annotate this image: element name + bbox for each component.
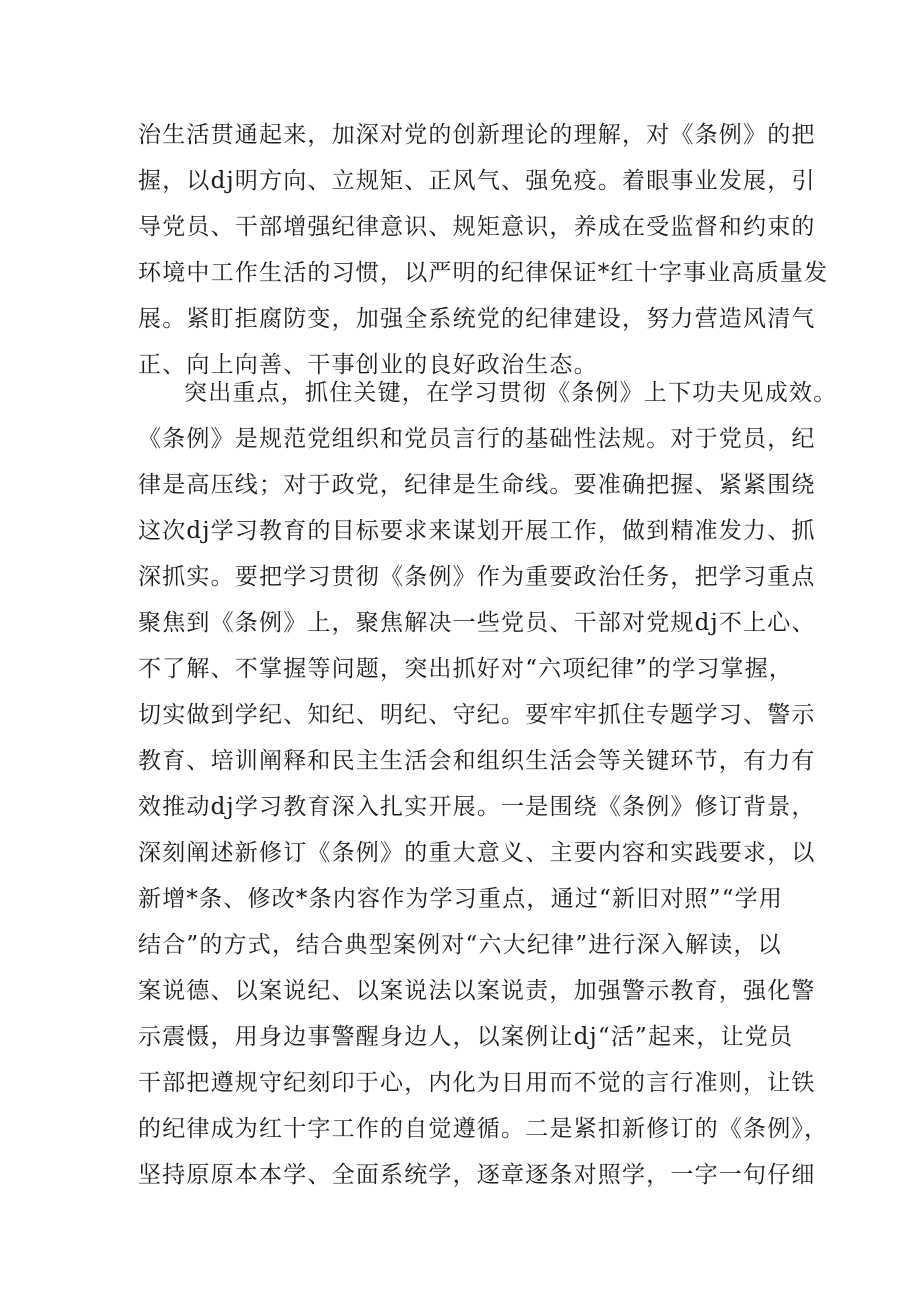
- text-line: 环境中工作生活的习惯，以严明的纪律保证*红十字事业高质量发: [138, 260, 829, 286]
- text-line: 正、向上向善、干事创业的良好政治生态。: [138, 352, 598, 378]
- text-line: 《条例》是规范党组织和党员言行的基础性法规。对于党员，纪: [138, 426, 816, 452]
- text-line: 干部把遵规守纪刻印于心，内化为日用而不觉的言行准则，让铁: [138, 1070, 816, 1096]
- text-line: 聚焦到《条例》上，聚焦解决一些党员、干部对党规dj不上心、: [138, 610, 816, 636]
- text-line: 新增*条、修改*条内容作为学习重点，通过“新旧对照”“学用: [138, 886, 784, 912]
- text-line: 教育、培训阐释和民主生活会和组织生活会等关键环节，有力有: [138, 748, 816, 774]
- text-line: 效推动dj学习教育深入扎实开展。一是围绕《条例》修订背景，: [138, 794, 816, 820]
- text-line: 握，以dj明方向、立规矩、正风气、强免疫。着眼事业发展，引: [138, 168, 816, 194]
- paragraph-2: [138, 370, 838, 1198]
- text-line: 深刻阐述新修订《条例》的重大意义、主要内容和实践要求，以: [138, 840, 816, 866]
- text-line: 示震慑，用身边事警醒身边人，以案例让dj“活”起来，让党员: [138, 1024, 794, 1050]
- text-line: 导党员、干部增强纪律意识、规矩意识，养成在受监督和约束的: [138, 214, 816, 240]
- text-line: 这次dj学习教育的目标要求来谋划开展工作，做到精准发力、抓: [138, 518, 816, 544]
- text-line: 结合”的方式，结合典型案例对“六大纪律”进行深入解读，以: [138, 932, 782, 958]
- text-line: 深抓实。要把学习贯彻《条例》作为重要政治任务，把学习重点: [138, 564, 816, 590]
- paragraph-1: [138, 112, 829, 388]
- text-line: 展。紧盯拒腐防变，加强全系统党的纪律建设，努力营造风清气: [138, 306, 816, 332]
- text-line-indented: 突出重点，抓住关键，在学习贯彻《条例》上下功夫见成效。: [184, 380, 838, 406]
- text-line: 律是高压线；对于政党，纪律是生命线。要准确把握、紧紧围绕: [138, 472, 816, 498]
- text-line: 不了解、不掌握等问题，突出抓好对“六项纪律”的学习掌握，: [138, 656, 794, 682]
- text-line: 治生活贯通起来，加深对党的创新理论的理解，对《条例》的把: [138, 122, 816, 148]
- text-line: 坚持原原本本学、全面系统学，逐章逐条对照学，一字一句仔细: [138, 1162, 816, 1188]
- text-line: 案说德、以案说纪、以案说法以案说责，加强警示教育，强化警: [138, 978, 816, 1004]
- text-line: 的纪律成为红十字工作的自觉遵循。二是紧扣新修订的《条例》，: [138, 1116, 829, 1142]
- text-line: 切实做到学纪、知纪、明纪、守纪。要牢牢抓住专题学习、警示: [138, 702, 816, 728]
